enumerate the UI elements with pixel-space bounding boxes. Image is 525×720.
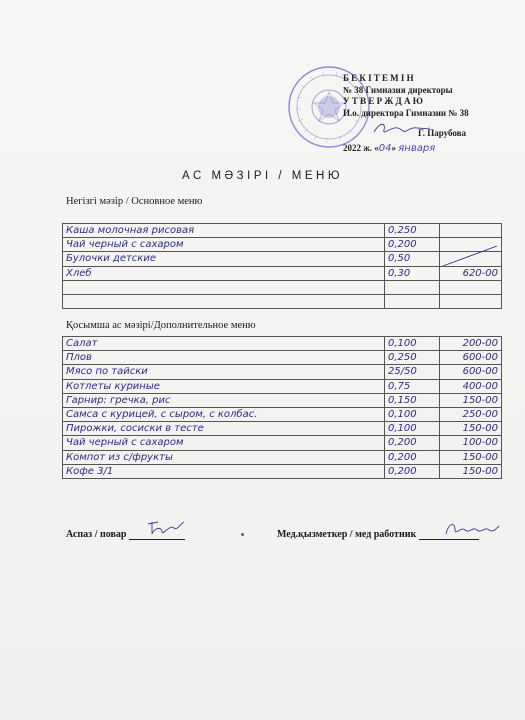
approval-date: 2022 ж. «04» января	[343, 142, 436, 154]
item-portion: 0,150	[385, 393, 440, 407]
item-price	[440, 224, 502, 238]
menu-row	[63, 422, 502, 436]
item-portion: 0,200	[385, 238, 440, 252]
menu-row	[63, 266, 502, 280]
cancel-stroke	[441, 244, 499, 268]
item-name	[63, 294, 385, 308]
item-name: Гарнир: гречка, рис	[63, 393, 385, 407]
cook-label: Аспаз / повар	[66, 529, 127, 540]
item-price	[440, 280, 502, 294]
approval-signer: Г. Парубова	[418, 128, 466, 138]
approval-line-ru: У Т В Е Р Ж Д А Ю	[343, 96, 423, 106]
menu-row	[63, 224, 502, 238]
menu-row	[63, 294, 502, 308]
item-price: 600-00	[440, 351, 502, 365]
menu-row	[63, 337, 502, 351]
item-portion: 0,200	[385, 436, 440, 450]
page-title: АС МӘЗІРІ / МЕНЮ	[182, 170, 343, 182]
item-name: Каша молочная рисовая	[63, 224, 385, 238]
item-name: Салат	[63, 337, 385, 351]
approval-line-kz: БЕКІТЕМІН	[343, 73, 416, 83]
menu-row	[63, 280, 502, 294]
item-price: 150-00	[440, 450, 502, 464]
item-portion: 0,250	[385, 351, 440, 365]
item-name: Чай черный с сахаром	[63, 436, 385, 450]
extra-menu-heading: Қосымша ас мәзірі/Дополнительное меню	[66, 320, 256, 331]
item-price	[440, 294, 502, 308]
item-name: Хлеб	[63, 266, 385, 280]
item-name: Мясо по тайски	[63, 365, 385, 379]
cook-signature	[144, 518, 188, 540]
item-portion: 0,50	[385, 252, 440, 266]
medic-label: Мед.қызметкер / мед работник	[277, 529, 417, 540]
item-portion: 0,100	[385, 422, 440, 436]
item-portion: 0,100	[385, 407, 440, 421]
menu-row	[63, 365, 502, 379]
item-portion	[385, 294, 440, 308]
item-name: Пирожки, сосиски в тесте	[63, 422, 385, 436]
main-menu-heading: Негізгі мәзір / Основное меню	[66, 196, 203, 207]
item-portion: 0,200	[385, 464, 440, 478]
approval-block	[343, 73, 469, 154]
item-price: 200-00	[440, 337, 502, 351]
item-name: Котлеты куриные	[63, 379, 385, 393]
approval-line-kz-position: № 38 Гимназия директоры	[343, 84, 453, 95]
item-price: 150-00	[440, 464, 502, 478]
ink-dot	[241, 533, 244, 536]
item-portion	[385, 280, 440, 294]
item-price: 250-00	[440, 407, 502, 421]
item-name: Кофе 3/1	[63, 464, 385, 478]
item-price: 620-00	[440, 266, 502, 280]
date-day: 04	[378, 142, 392, 154]
item-name: Компот из с/фрукты	[63, 450, 385, 464]
item-portion: 0,30	[385, 266, 440, 280]
item-price: 400-00	[440, 379, 502, 393]
director-signature	[372, 120, 432, 138]
menu-row	[63, 379, 502, 393]
main-menu-table	[62, 223, 502, 309]
date-month: января	[398, 142, 436, 154]
item-name: Булочки детские	[63, 252, 385, 266]
menu-row	[63, 464, 502, 478]
menu-row	[63, 450, 502, 464]
item-name: Плов	[63, 351, 385, 365]
item-portion: 0,200	[385, 450, 440, 464]
item-price: 600-00	[440, 365, 502, 379]
approval-line-ru-position: И.о. директора Гимназии № 38	[343, 107, 469, 118]
menu-row	[63, 407, 502, 421]
item-portion: 0,250	[385, 224, 440, 238]
item-portion: 0,100	[385, 337, 440, 351]
menu-row	[63, 436, 502, 450]
item-name: Самса с курицей, с сыром, с колбас.	[63, 407, 385, 421]
menu-row	[63, 351, 502, 365]
menu-row	[63, 393, 502, 407]
menu-row	[63, 238, 502, 252]
item-portion: 25/50	[385, 365, 440, 379]
extra-menu-table	[62, 336, 502, 479]
medic-signature	[443, 518, 501, 540]
item-price: 150-00	[440, 422, 502, 436]
item-price: 100-00	[440, 436, 502, 450]
item-name	[63, 280, 385, 294]
menu-row	[63, 252, 502, 266]
item-portion: 0,75	[385, 379, 440, 393]
item-price: 150-00	[440, 393, 502, 407]
item-name: Чай черный с сахаром	[63, 238, 385, 252]
